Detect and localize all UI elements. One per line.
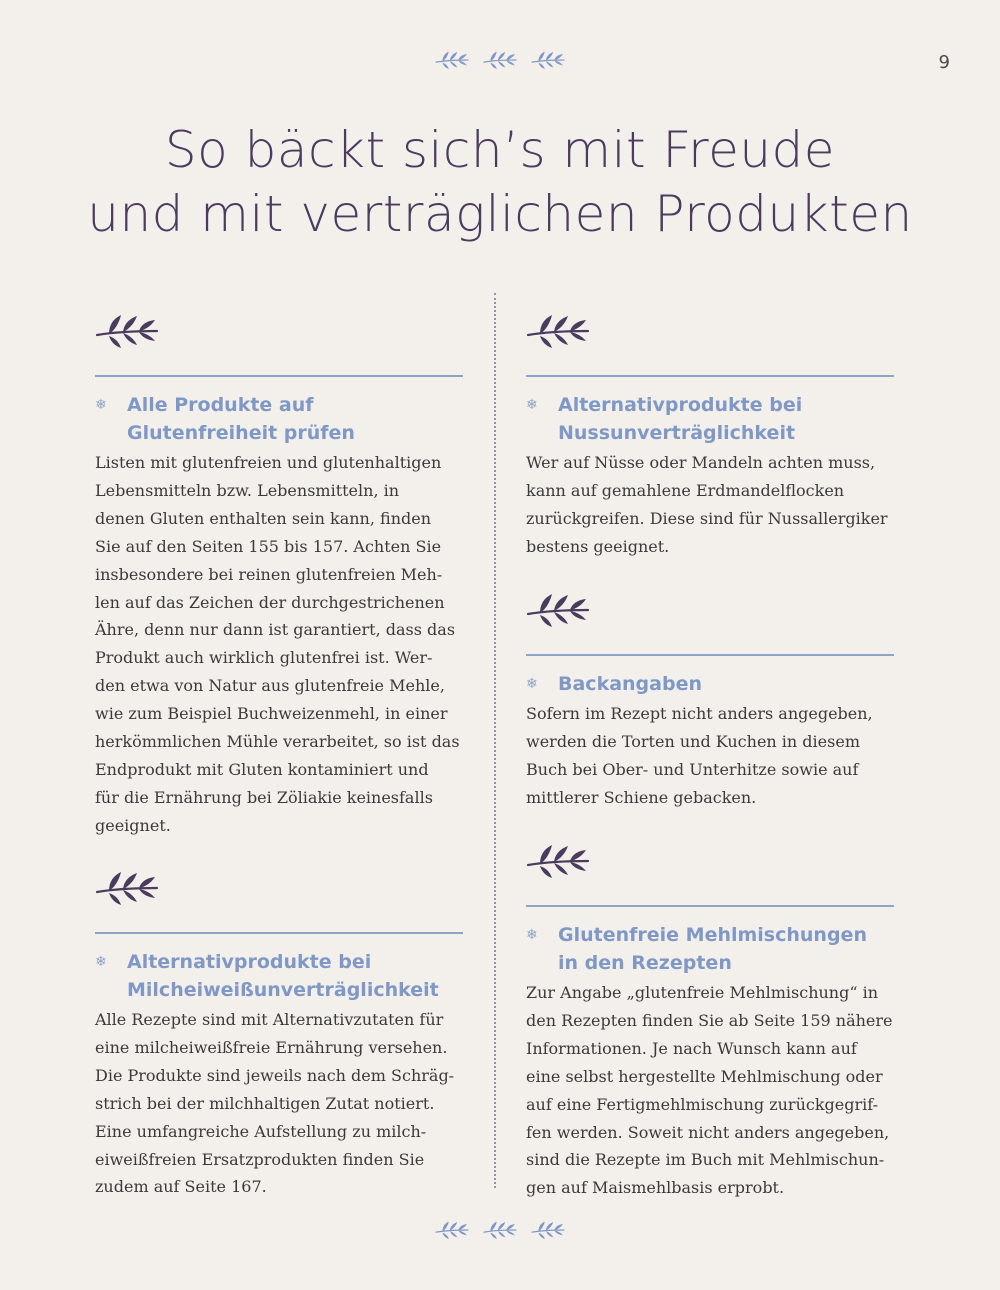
column-divider xyxy=(494,293,496,1188)
heading-line: Glutenfreiheit prüfen xyxy=(127,422,355,444)
body-line: Die Produkte sind jeweils nach dem Schräg- xyxy=(95,1065,455,1085)
body-line: Ähre, denn nur dann ist garantiert, dass das xyxy=(95,620,456,640)
body-line: auf eine Fertigmehlmischung zurückgegrif- xyxy=(526,1094,879,1114)
body-line: Sie auf den Seiten 155 bis 157. Achten Sie xyxy=(95,536,442,556)
leaf-sprig-icon xyxy=(526,843,590,879)
heading-line: Alle Produkte auf xyxy=(127,394,314,416)
body-line: werden die Torten und Kuchen in diesem xyxy=(526,731,860,751)
body-line: wie zum Beispiel Buchweizenmehl, in einer xyxy=(95,704,448,724)
body-line: den Rezepten finden Sie ab Seite 159 nähere xyxy=(526,1010,893,1030)
body-line: den etwa von Natur aus glutenfreie Mehle, xyxy=(95,676,445,696)
section-body xyxy=(526,700,894,812)
leaf-sprig-icon xyxy=(435,1220,469,1240)
body-line: Endprodukt mit Gluten kontaminiert und xyxy=(95,759,429,779)
heading-line: Backangaben xyxy=(558,673,702,695)
page-number: 9 xyxy=(938,52,950,73)
body-line: mittlerer Schiene gebacken. xyxy=(526,787,757,807)
body-line: sind die Rezepte im Buch mit Mehlmischun- xyxy=(526,1150,885,1170)
section-heading xyxy=(95,948,463,1004)
body-line: eiweißfreien Ersatzprodukten finden Sie xyxy=(95,1149,425,1169)
body-line: Produkt auch wirklich glutenfrei ist. Wer- xyxy=(95,648,433,668)
title-line: und mit verträglichen Produkten xyxy=(87,185,913,243)
section-body xyxy=(95,1006,463,1201)
snowflake-bullet-icon: ❄ xyxy=(526,397,538,413)
heading-line: Milcheiweißunverträglichkeit xyxy=(127,979,439,1001)
body-line: insbesondere bei reinen glutenfreien Meh- xyxy=(95,564,443,584)
section-rule xyxy=(95,932,463,934)
section-backangaben xyxy=(526,592,894,812)
body-line: zurückgreifen. Diese sind für Nussallergiker xyxy=(526,508,888,528)
section-rule xyxy=(526,905,894,907)
body-line: für die Ernährung bei Zöliakie keinesfalls xyxy=(95,787,433,807)
body-line: herkömmlichen Mühle verarbeitet, so ist das xyxy=(95,732,460,752)
leaf-sprig-icon xyxy=(435,50,469,70)
leaf-sprig-icon xyxy=(531,50,565,70)
body-line: geeignet. xyxy=(95,815,171,835)
title-line: So bäckt sich’s mit Freude xyxy=(164,121,836,179)
bottom-ornament xyxy=(0,1220,1000,1240)
section-rule xyxy=(526,654,894,656)
body-line: Buch bei Ober- und Unterhitze sowie auf xyxy=(526,759,859,779)
body-line: Zur Angabe „glutenfreie Mehlmischung“ in xyxy=(526,983,879,1002)
leaf-sprig-icon xyxy=(483,1220,517,1240)
body-line: eine selbst hergestellte Mehlmischung oder xyxy=(526,1066,883,1086)
section-mehlmischungen xyxy=(526,843,894,1202)
section-glutenfreiheit xyxy=(95,313,463,840)
snowflake-bullet-icon: ❄ xyxy=(95,954,107,970)
leaf-sprig-icon xyxy=(483,50,517,70)
section-heading xyxy=(95,391,463,447)
body-line: Alle Rezepte sind mit Alternativzutaten für xyxy=(95,1010,444,1029)
heading-line: Nussunverträglichkeit xyxy=(558,422,796,444)
section-heading xyxy=(526,670,894,698)
section-body xyxy=(95,449,463,840)
body-line: gen auf Maismehlbasis erprobt. xyxy=(526,1178,785,1198)
leaf-sprig-icon xyxy=(95,313,159,349)
heading-line: Alternativprodukte bei xyxy=(558,394,803,416)
body-line: strich bei der milchhaltigen Zutat notiert. xyxy=(95,1093,435,1113)
heading-line: in den Rezepten xyxy=(558,952,732,974)
body-line: Informationen. Je nach Wunsch kann auf xyxy=(526,1038,857,1058)
page-title xyxy=(0,118,1000,246)
body-line: kann auf gemahlene Erdmandelflocken xyxy=(526,480,845,500)
snowflake-bullet-icon: ❄ xyxy=(526,676,538,692)
leaf-sprig-icon xyxy=(526,313,590,349)
body-line: Sofern im Rezept nicht anders angegeben, xyxy=(526,704,873,723)
body-line: Wer auf Nüsse oder Mandeln achten muss, xyxy=(526,453,876,472)
section-rule xyxy=(95,375,463,377)
snowflake-bullet-icon: ❄ xyxy=(526,927,538,943)
body-line: Listen mit glutenfreien und glutenhaltigen xyxy=(95,453,442,472)
section-nuss xyxy=(526,313,894,561)
body-line: Lebensmitteln bzw. Lebensmitteln, in xyxy=(95,480,400,500)
leaf-sprig-icon xyxy=(526,592,590,628)
leaf-sprig-icon xyxy=(95,870,159,906)
section-body xyxy=(526,979,894,1202)
top-ornament xyxy=(0,50,1000,70)
section-heading xyxy=(526,921,894,977)
body-line: fen werden. Soweit nicht anders angegeben, xyxy=(526,1122,890,1142)
heading-line: Glutenfreie Mehlmischungen xyxy=(558,924,867,946)
section-rule xyxy=(526,375,894,377)
body-line: zudem auf Seite 167. xyxy=(95,1177,267,1197)
body-line: len auf das Zeichen der durchgestrichenen xyxy=(95,592,445,612)
body-line: Eine umfangreiche Aufstellung zu milch- xyxy=(95,1121,427,1141)
snowflake-bullet-icon: ❄ xyxy=(95,397,107,413)
leaf-sprig-icon xyxy=(531,1220,565,1240)
heading-line: Alternativprodukte bei xyxy=(127,951,372,973)
section-heading xyxy=(526,391,894,447)
body-line: denen Gluten enthalten sein kann, finden xyxy=(95,508,432,528)
section-body xyxy=(526,449,894,561)
body-line: eine milcheiweißfreie Ernährung versehen. xyxy=(95,1037,448,1057)
section-milcheiweiss xyxy=(95,870,463,1201)
body-line: bestens geeignet. xyxy=(526,536,670,556)
